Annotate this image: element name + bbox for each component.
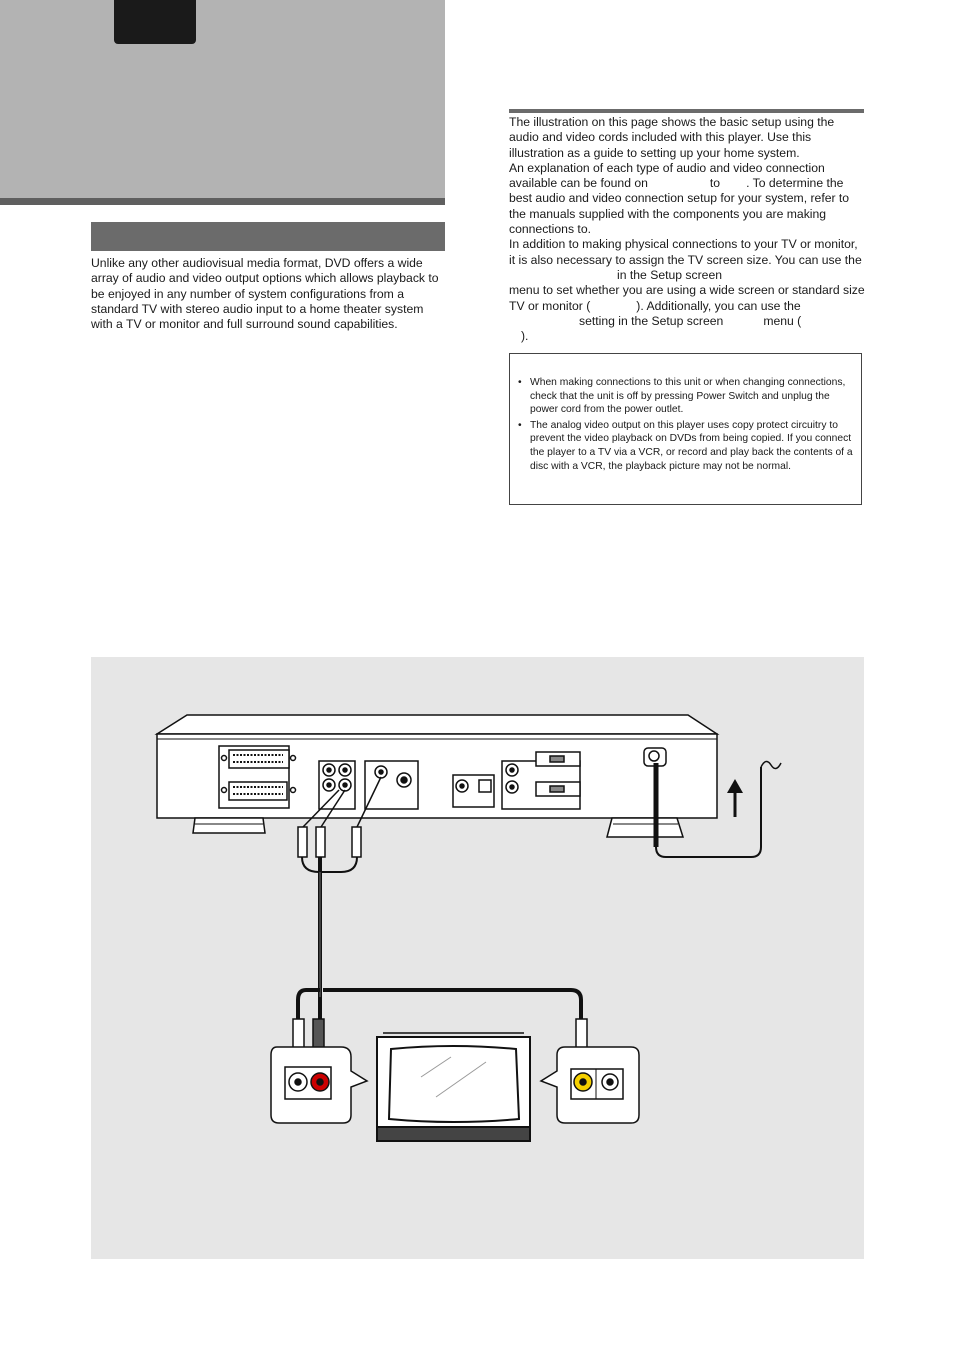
dvd-player-rear-panel — [157, 715, 717, 837]
caution-note-item: • The analog video output on this player uses copy protect circuitry to prevent the video playback on DVDs from being copied. If you connect the player to a TV via a VCR, or record and play back the contents of a disc with a VCR, the playback picture may not be normal. — [518, 419, 856, 473]
caution-note-item: • When making connections to this unit or when changing connections, check that the unit is off by pressing Power Switch and unplug the power cord from the power outlet. — [518, 376, 856, 417]
setup-heading-rule — [509, 109, 864, 113]
chapter-header-block — [0, 0, 445, 198]
caution-note-list — [518, 376, 856, 475]
setup-paragraph-2: An explanation of each type of audio and video connection available can be found on to . To determine the best audio and video connection setup for your system, refer to the manuals supplied with the components you are making connections to. — [509, 160, 850, 237]
setup-text — [509, 115, 865, 344]
setup-paragraph-3: In addition to making physical connections to your TV or monitor, it is also necessary to assign the TV screen size. You can use the in the Setup screen menu to set whether you are using a wide screen or standard size TV or monitor ( ). Additionally, you can use the setting in the Setup screen menu ( ). — [509, 237, 865, 344]
connection-diagram-svg — [91, 657, 864, 1259]
chapter-tab — [114, 0, 196, 44]
tv-set — [377, 1033, 530, 1141]
chapter-header-rule — [0, 198, 445, 205]
connection-diagram — [91, 657, 864, 1259]
tv-audio-input-callout — [271, 1047, 367, 1123]
tv-video-input-callout — [541, 1047, 639, 1123]
up-arrow-icon — [727, 779, 743, 817]
cable-plugs — [293, 827, 587, 1049]
section-heading-bar — [91, 222, 445, 251]
setup-paragraph-1: The illustration on this page shows the basic setup using the audio and video cords included with this player. Use this illustration as a guide to setting up your home system. — [509, 115, 835, 160]
caution-note-box — [509, 353, 862, 505]
intro-paragraph: Unlike any other audiovisual media format, DVD offers a wide array of audio and video output options which allows playback to be enjoyed in any number of system configurations from a standard TV with stereo audio input to a home theater system with a TV or monitor and full surround sound capabilities. — [91, 256, 439, 332]
